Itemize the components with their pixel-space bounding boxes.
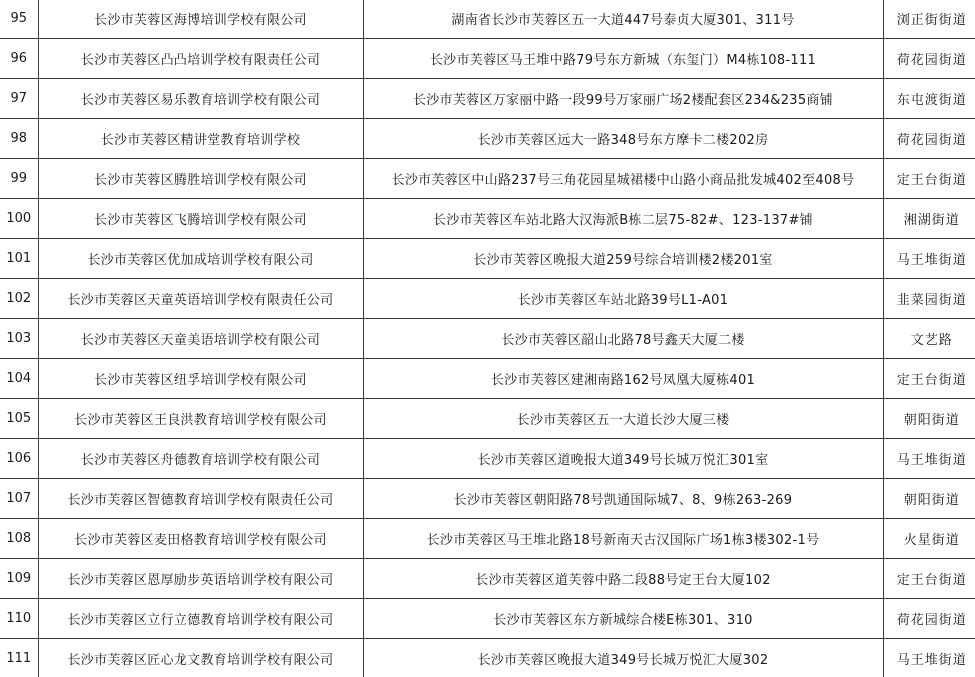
- school-name-cell[interactable]: 长沙市芙蓉区海博培训学校有限公司: [38, 0, 363, 39]
- address-cell[interactable]: 长沙市芙蓉区中山路237号三角花园星城裙楼中山路小商品批发城402至408号: [363, 159, 883, 199]
- row-number-cell[interactable]: 98: [0, 119, 38, 159]
- row-number-cell[interactable]: 107: [0, 479, 38, 519]
- table-row: [0, 159, 975, 199]
- table-row: [0, 279, 975, 319]
- table-row: [0, 599, 975, 639]
- address-cell[interactable]: 长沙市芙蓉区马王堆北路18号新南天古汉国际广场1栋3楼302-1号: [363, 519, 883, 559]
- row-number-cell[interactable]: 97: [0, 79, 38, 119]
- row-number-cell[interactable]: 111: [0, 639, 38, 677]
- table-row: [0, 639, 975, 677]
- school-name-cell[interactable]: 长沙市芙蓉区天童美语培训学校有限公司: [38, 319, 363, 359]
- school-name-cell[interactable]: 长沙市芙蓉区舟德教育培训学校有限公司: [38, 439, 363, 479]
- school-name-cell[interactable]: 长沙市芙蓉区腾胜培训学校有限公司: [38, 159, 363, 199]
- street-cell[interactable]: 马王堆街道: [883, 439, 975, 479]
- table-row: [0, 359, 975, 399]
- school-name-cell[interactable]: 长沙市芙蓉区精讲堂教育培训学校: [38, 119, 363, 159]
- table-row: [0, 39, 975, 79]
- school-name-cell[interactable]: 长沙市芙蓉区智德教育培训学校有限责任公司: [38, 479, 363, 519]
- street-cell[interactable]: 荷花园街道: [883, 599, 975, 639]
- address-cell[interactable]: 长沙市芙蓉区道晚报大道349号长城万悦汇301室: [363, 439, 883, 479]
- street-cell[interactable]: 朝阳街道: [883, 399, 975, 439]
- address-cell[interactable]: 长沙市芙蓉区韶山北路78号鑫天大厦二楼: [363, 319, 883, 359]
- street-cell[interactable]: 东屯渡街道: [883, 79, 975, 119]
- street-cell[interactable]: 马王堆街道: [883, 639, 975, 677]
- street-cell[interactable]: 朝阳街道: [883, 479, 975, 519]
- address-cell[interactable]: 长沙市芙蓉区远大一路348号东方摩卡二楼202房: [363, 119, 883, 159]
- row-number-cell[interactable]: 95: [0, 0, 38, 39]
- address-cell[interactable]: 长沙市芙蓉区晚报大道349号长城万悦汇大厦302: [363, 639, 883, 677]
- row-number-cell[interactable]: 100: [0, 199, 38, 239]
- school-name-cell[interactable]: 长沙市芙蓉区飞腾培训学校有限公司: [38, 199, 363, 239]
- table-row: [0, 79, 975, 119]
- row-number-cell[interactable]: 105: [0, 399, 38, 439]
- address-cell[interactable]: 长沙市芙蓉区车站北路大汉海派B栋二层75-82#、123-137#铺: [363, 199, 883, 239]
- street-cell[interactable]: 火星街道: [883, 519, 975, 559]
- school-name-cell[interactable]: 长沙市芙蓉区优加成培训学校有限公司: [38, 239, 363, 279]
- address-cell[interactable]: 长沙市芙蓉区马王堆中路79号东方新城（东玺门）M4栋108-111: [363, 39, 883, 79]
- address-cell[interactable]: 长沙市芙蓉区万家丽中路一段99号万家丽广场2楼配套区234&235商铺: [363, 79, 883, 119]
- table-row: [0, 479, 975, 519]
- school-name-cell[interactable]: 长沙市芙蓉区天童英语培训学校有限责任公司: [38, 279, 363, 319]
- table-row: [0, 239, 975, 279]
- address-cell[interactable]: 长沙市芙蓉区建湘南路162号凤凰大厦栋401: [363, 359, 883, 399]
- street-cell[interactable]: 文艺路: [883, 319, 975, 359]
- table-row: [0, 399, 975, 439]
- street-cell[interactable]: 马王堆街道: [883, 239, 975, 279]
- row-number-cell[interactable]: 106: [0, 439, 38, 479]
- street-cell[interactable]: 荷花园街道: [883, 39, 975, 79]
- row-number-cell[interactable]: 103: [0, 319, 38, 359]
- row-number-cell[interactable]: 96: [0, 39, 38, 79]
- table-row: [0, 319, 975, 359]
- table-row: [0, 559, 975, 599]
- street-cell[interactable]: 定王台街道: [883, 559, 975, 599]
- address-cell[interactable]: 长沙市芙蓉区朝阳路78号凯通国际城7、8、9栋263-269: [363, 479, 883, 519]
- row-number-cell[interactable]: 104: [0, 359, 38, 399]
- school-name-cell[interactable]: 长沙市芙蓉区王良洪教育培训学校有限公司: [38, 399, 363, 439]
- school-name-cell[interactable]: 长沙市芙蓉区匠心龙文教育培训学校有限公司: [38, 639, 363, 677]
- school-name-cell[interactable]: 长沙市芙蓉区纽孚培训学校有限公司: [38, 359, 363, 399]
- table-row: [0, 439, 975, 479]
- street-cell[interactable]: 湘湖街道: [883, 199, 975, 239]
- address-cell[interactable]: 湖南省长沙市芙蓉区五一大道447号泰贞大厦301、311号: [363, 0, 883, 39]
- row-number-cell[interactable]: 108: [0, 519, 38, 559]
- school-name-cell[interactable]: 长沙市芙蓉区麦田格教育培训学校有限公司: [38, 519, 363, 559]
- school-name-cell[interactable]: 长沙市芙蓉区易乐教育培训学校有限公司: [38, 79, 363, 119]
- row-number-cell[interactable]: 99: [0, 159, 38, 199]
- address-cell[interactable]: 长沙市芙蓉区晚报大道259号综合培训楼2楼201室: [363, 239, 883, 279]
- table-row: [0, 119, 975, 159]
- row-number-cell[interactable]: 101: [0, 239, 38, 279]
- street-cell[interactable]: 浏正街街道: [883, 0, 975, 39]
- address-cell[interactable]: 长沙市芙蓉区道芙蓉中路二段88号定王台大厦102: [363, 559, 883, 599]
- school-name-cell[interactable]: 长沙市芙蓉区立行立德教育培训学校有限公司: [38, 599, 363, 639]
- row-number-cell[interactable]: 102: [0, 279, 38, 319]
- address-cell[interactable]: 长沙市芙蓉区东方新城综合楼E栋301、310: [363, 599, 883, 639]
- address-cell[interactable]: 长沙市芙蓉区车站北路39号L1-A01: [363, 279, 883, 319]
- street-cell[interactable]: 定王台街道: [883, 359, 975, 399]
- row-number-cell[interactable]: 109: [0, 559, 38, 599]
- street-cell[interactable]: 韭菜园街道: [883, 279, 975, 319]
- table-row: [0, 0, 975, 39]
- school-name-cell[interactable]: 长沙市芙蓉区恩厚励步英语培训学校有限公司: [38, 559, 363, 599]
- table-row: [0, 199, 975, 239]
- street-cell[interactable]: 荷花园街道: [883, 119, 975, 159]
- row-number-cell[interactable]: 110: [0, 599, 38, 639]
- school-name-cell[interactable]: 长沙市芙蓉区凸凸培训学校有限责任公司: [38, 39, 363, 79]
- address-cell[interactable]: 长沙市芙蓉区五一大道长沙大厦三楼: [363, 399, 883, 439]
- table-row: [0, 519, 975, 559]
- street-cell[interactable]: 定王台街道: [883, 159, 975, 199]
